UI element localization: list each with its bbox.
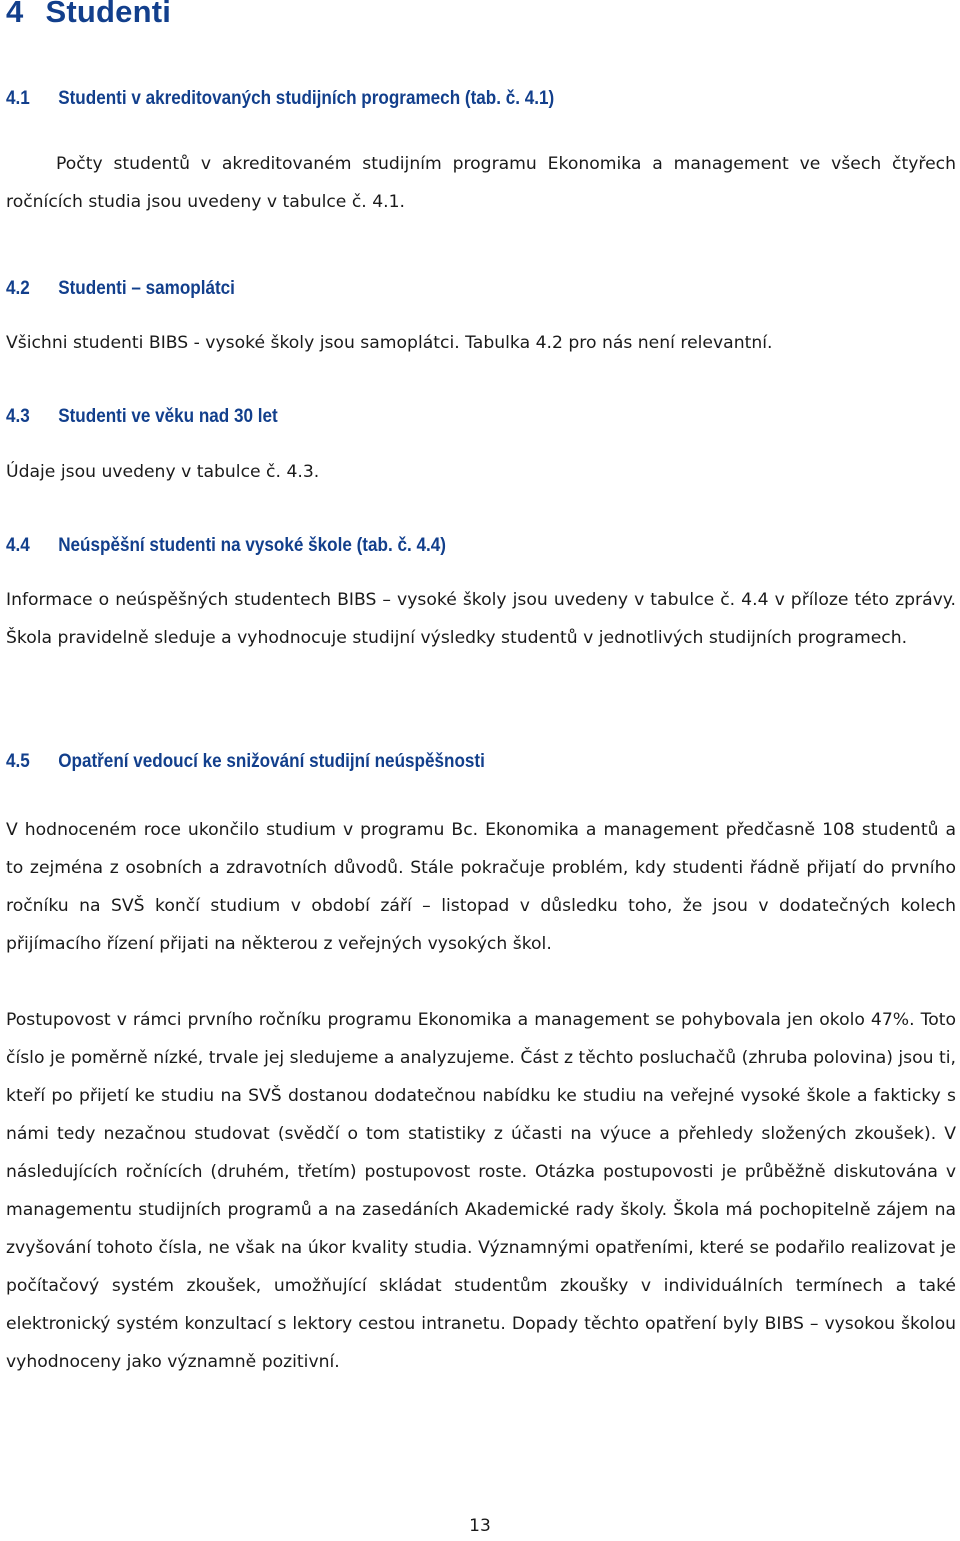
section-title: Neúspěšní studenti na vysoké škole (tab. č. 4.4) [58, 535, 446, 556]
section-title: Opatření vedoucí ke snižování studijní neúspěšnosti [58, 751, 485, 772]
paragraph-text: Informace o neúspěšných studentech BIBS – vysoké školy jsou uvedeny v tabulce č. 4.4 v příloze této zprávy. Škola pravidelně sleduje a vyhodnocuje studijní výsledky studentů v jednotlivých studijních programech. [6, 590, 956, 648]
section-text-4-3 [6, 453, 956, 491]
section-heading-4-5 [6, 751, 485, 773]
section-text-4-2 [6, 324, 956, 362]
paragraph-text: Postupovost v rámci prvního ročníku programu Ekonomika a management se pohybovala jen okolo 47%. Toto číslo je poměrně nízké, trvale jej sledujeme a analyzujeme. Část z těchto posluchačů (zhruba polovina) jsou ti, kteří po přijetí ke studiu na SVŠ dostanou dodatečnou nabídku ke studiu na veřejné vysoké škole a fakticky s námi tedy nezačnou studovat (svědčí o tom statistiky z účasti na výuce a přehledy složených zkoušek). V následujících ročnících (druhém, třetím) postupovost roste. Otázka postupovosti je průběžně diskutována v managementu studijních programů a na zasedáních Akademické rady školy. Škola má pochopitelně zájem na zvyšování tohoto čísla, ne však na úkor kvality studia. Významnými opatřeními, které se podařilo realizovat je počítačový systém zkoušek, umožňující skládat studentům zkoušky v individuálních termínech a také elektronický systém konzultací s lektory cestou intranetu. Dopady těchto opatření byly BIBS – vysokou školou vyhodnoceny jako významně pozitivní. [6, 1010, 956, 1372]
section-number: 4.3 [6, 406, 30, 427]
paragraph-text: Všichni studenti BIBS - vysoké školy jsou samoplátci. Tabulka 4.2 pro nás není relevantní. [6, 333, 773, 353]
section-text-4-5-paragraph-1 [6, 811, 956, 963]
section-heading-4-4 [6, 535, 446, 557]
section-title: Studenti – samoplátci [58, 278, 235, 299]
section-number: 4.1 [6, 88, 30, 109]
paragraph-text: V hodnoceném roce ukončilo studium v programu Bc. Ekonomika a management předčasně 108 studentů a to zejména z osobních a zdravotních důvodů. Stále pokračuje problém, kdy studenti řádně přijatí do prvního ročníku na SVŠ končí studium v období září – listopad v důsledku toho, že jsou v dodatečných kolech přijímacího řízení přijati na některou z veřejných vysokých škol. [6, 820, 956, 954]
section-heading-4-1 [6, 88, 554, 110]
section-title: Studenti v akreditovaných studijních programech (tab. č. 4.1) [58, 88, 555, 109]
section-text-4-4 [6, 581, 956, 657]
section-text-4-1 [6, 145, 956, 221]
section-heading-4-2 [6, 278, 235, 300]
page-number: 13 [469, 1516, 491, 1536]
section-title: Studenti ve věku nad 30 let [58, 406, 278, 427]
section-heading-4-3 [6, 406, 278, 428]
section-number: 4.2 [6, 278, 30, 299]
section-text-4-5-paragraph-2 [6, 1001, 956, 1381]
paragraph-text: Počty studentů v akreditovaném studijním programu Ekonomika a management ve všech čtyřech ročnících studia jsou uvedeny v tabulce č. 4.1. [6, 154, 956, 212]
chapter-title: Studenti [45, 0, 172, 29]
chapter-heading [6, 0, 171, 30]
paragraph-text: Údaje jsou uvedeny v tabulce č. 4.3. [6, 462, 320, 482]
section-number: 4.4 [6, 535, 30, 556]
section-number: 4.5 [6, 751, 30, 772]
chapter-number: 4 [6, 0, 24, 29]
